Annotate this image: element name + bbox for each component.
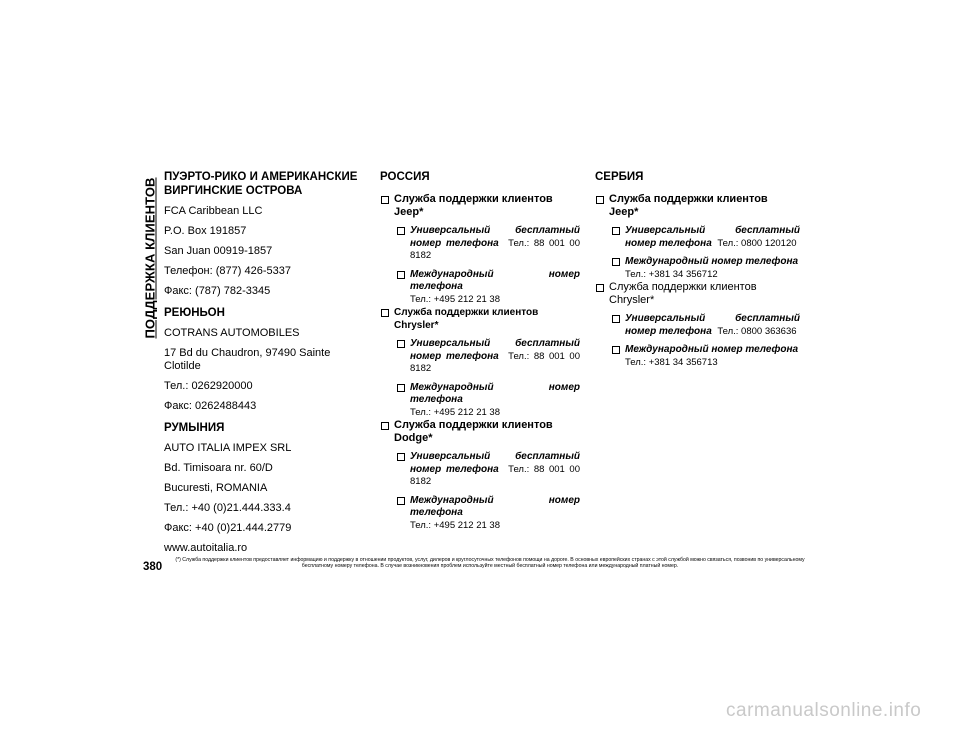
checkbox-bullet-icon <box>612 346 620 354</box>
text-line: Факс: 0262488443 <box>164 400 257 412</box>
checkbox-bullet-icon <box>381 422 389 430</box>
text-line: Bd. Timisoara nr. 60/D <box>164 462 273 474</box>
free-number-item: Универсальный бесплатный номер телефона Тел.: 0800 120120 <box>611 225 800 250</box>
checkbox-bullet-icon <box>397 227 405 235</box>
checkbox-bullet-icon <box>397 271 405 279</box>
page-number: 380 <box>143 561 163 573</box>
service-jeep-russia: Служба поддержки клиентов Jeep* <box>380 193 580 219</box>
heading-puerto-rico: ПУЭРТО-РИКО И АМЕРИКАНСКИЕ ВИРГИНСКИЕ ОСТРОВА <box>164 171 358 197</box>
service-dodge-russia: Служба поддержки клиентов Dodge* <box>380 419 580 445</box>
checkbox-bullet-icon <box>596 196 604 204</box>
service-chrysler-russia: Служба поддержки клиентов Chrysler* <box>380 306 580 332</box>
free-number-item: Универсальный бесплатный номер телефона Тел.: 0800 363636 <box>611 313 800 338</box>
free-number-item: Универсальный бесплатный номер телефона Тел.: 88 001 00 8182 <box>396 451 580 489</box>
heading-serbia: СЕРБИЯ <box>595 171 644 183</box>
checkbox-bullet-icon <box>381 309 389 317</box>
heading-romania: РУМЫНИЯ <box>164 422 225 434</box>
intl-number-item: Международный номер телефона Тел.: +495 212 21 38 <box>396 269 580 307</box>
checkbox-bullet-icon <box>596 284 604 292</box>
website-text: www.autoitalia.ro <box>164 542 248 554</box>
column-middle <box>380 170 580 532</box>
intl-number-item: Международный номер телефона Тел.: +381 34 356712 <box>611 256 800 281</box>
intl-number-item: Международный номер телефона Тел.: +495 212 21 38 <box>396 495 580 533</box>
service-jeep-serbia: Служба поддержки клиентов Jeep* <box>595 193 800 219</box>
service-chrysler-serbia: Служба поддержки клиентов Chrysler* <box>595 281 800 307</box>
text-line: AUTO ITALIA IMPEX SRL <box>164 442 292 454</box>
heading-reunion: РЕЮНЬОН <box>164 307 225 319</box>
intl-number-item: Международный номер телефона Тел.: +495 212 21 38 <box>396 382 580 420</box>
intl-number-item: Международный номер телефона Тел.: +381 34 356713 <box>611 344 800 369</box>
footnote: (*) Служба поддержки клиентов предоставляет информацию и поддержку в отношении продуктов, услуг, дилеров и круглосуточных телефонов помощи на дороге. В основных европейских странах с этой службой можно связаться, позвонив по универсальному бесплатному номеру телефона. В случае возникновения проблем используйте местный бесплатный номер телефона или международный платный номер. <box>175 557 805 570</box>
text-line: P.O. Box 191857 <box>164 225 247 237</box>
checkbox-bullet-icon <box>612 315 620 323</box>
text-line: San Juan 00919-1857 <box>164 245 273 257</box>
checkbox-bullet-icon <box>397 384 405 392</box>
text-line: 17 Bd du Chaudron, 97490 Sainte Clotilde <box>164 347 331 372</box>
text-line: Факс: +40 (0)21.444.2779 <box>164 522 292 534</box>
text-line: Тел.: +40 (0)21.444.333.4 <box>164 502 291 514</box>
text-line: COTRANS AUTOMOBILES <box>164 327 300 339</box>
checkbox-bullet-icon <box>612 258 620 266</box>
column-right <box>595 170 800 369</box>
text-line: Bucuresti, ROMANIA <box>164 482 268 494</box>
text-line: Факс: (787) 782-3345 <box>164 285 271 297</box>
checkbox-bullet-icon <box>397 340 405 348</box>
checkbox-bullet-icon <box>381 196 389 204</box>
side-section-title: ПОДДЕРЖКА КЛИЕНТОВ <box>142 177 158 339</box>
checkbox-bullet-icon <box>397 453 405 461</box>
heading-russia: РОССИЯ <box>380 171 430 183</box>
checkbox-bullet-icon <box>612 227 620 235</box>
watermark: carmanualsonline.info <box>726 700 922 721</box>
text-line: FCA Caribbean LLC <box>164 205 263 217</box>
column-left <box>164 170 364 555</box>
free-number-item: Универсальный бесплатный номер телефона Тел.: 88 001 00 8182 <box>396 338 580 376</box>
text-line: Телефон: (877) 426-5337 <box>164 265 291 277</box>
free-number-item: Универсальный бесплатный номер телефона Тел.: 88 001 00 8182 <box>396 225 580 263</box>
text-line: Тел.: 0262920000 <box>164 380 253 392</box>
checkbox-bullet-icon <box>397 497 405 505</box>
